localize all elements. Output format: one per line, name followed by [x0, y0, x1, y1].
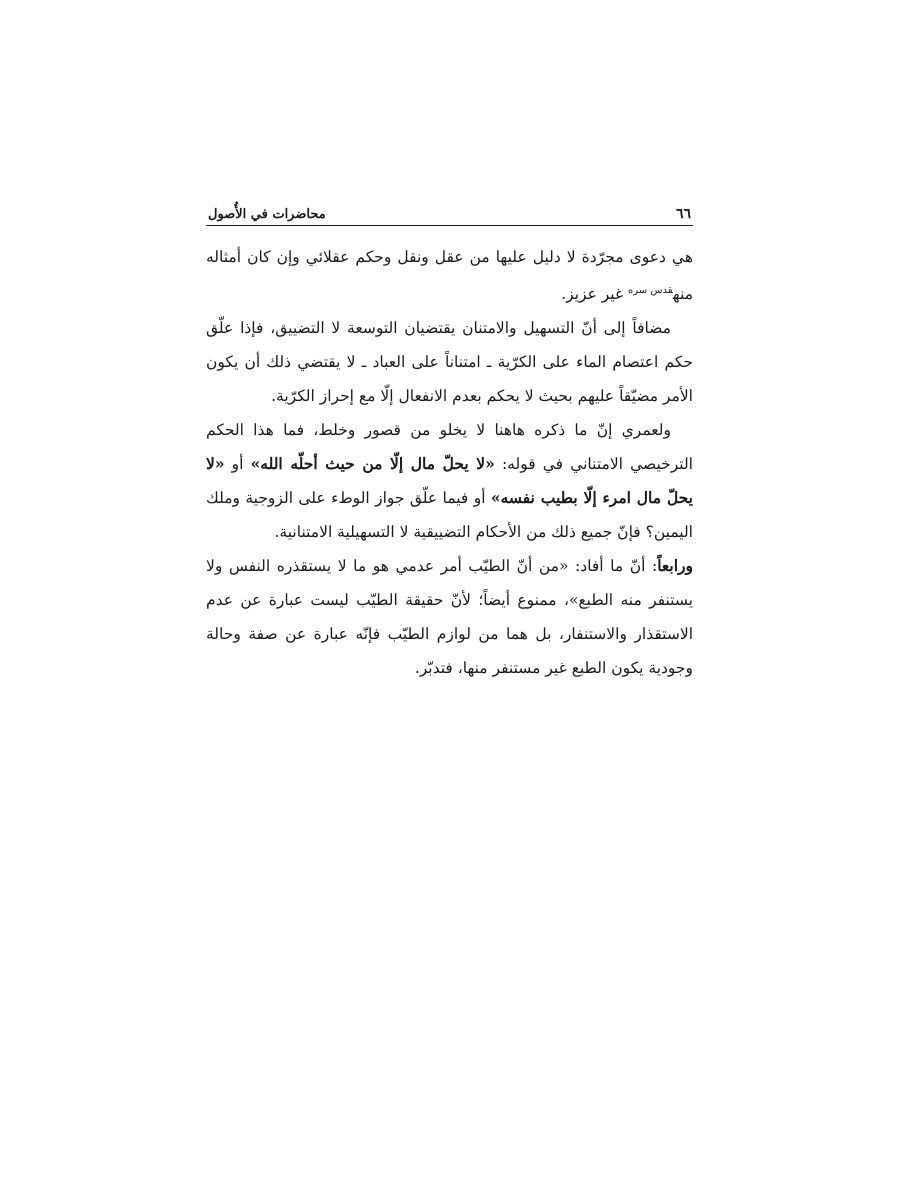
paragraph-1-text: هي دعوى مجرّدة لا دليل عليها من عقل ونقل وحكم عقلائي وإن كان أمثاله منه: [206, 248, 693, 304]
honorific-mark: قدس سره: [628, 285, 673, 296]
book-page: [206, 198, 693, 685]
paragraph-3-part-3: أو فيما علّق جواز الوطء على الزوجية وملك اليمين؟ فإنّ جميع ذلك من الأحكام التضييقية لا التسهيلية الامتنانية.: [206, 489, 693, 542]
running-head: [206, 198, 693, 225]
paragraph-1-tail: غير عزيز.: [561, 285, 629, 304]
page-number: ٦٦: [675, 206, 691, 222]
paragraph-1: [206, 240, 693, 311]
hadith-quote-1: «لا يحلّ مال إلّا من حيث أحلّه الله»: [250, 454, 495, 474]
paragraph-3-part-2: أو: [224, 455, 251, 474]
header-rule: [206, 225, 693, 226]
book-title: محاضرات في الأُصول: [208, 207, 326, 222]
paragraph-2: مضافاً إلى أنّ التسهيل والامتنان يقتضيان التوسعة لا التضييق، فإذا علّق حكم اعتصام الماء على الكرّية ـ امتناناً على العباد ـ لا يقتضي ذلك أن يكون الأمر مضيّقاً عليهم بحيث لا يحكم بعدم الانفعال إلّا مع إحراز الكرّية.: [206, 319, 693, 406]
body-text: [206, 240, 693, 685]
paragraph-4-lead: ورابعاً: [657, 556, 693, 576]
paragraph-3-part-1: ولعمري إنّ ما ذكره هاهنا لا يخلو من قصور وخلط، فما هذا الحكم الترخيصي الامتناني في قوله:: [206, 421, 693, 474]
hadith-quote-2: «لا يحلّ مال امرء إلّا بطيب نفسه»: [206, 454, 693, 508]
paragraph-4: [206, 549, 693, 685]
paragraph-3: [206, 413, 693, 549]
paragraph-4-text: : أنّ ما أفاد: «من أنّ الطيّب أمر عدمي هو ما لا يستقذره النفس ولا يستنفر منه الطبع»، ممنوع أيضاً؛ لأنّ حقيقة الطيّب ليست عبارة عن عدم الاستقذار والاستنفار، بل هما من لوازم الطيّب فإنّه عبارة عن صفة وحالة وجودية يكون الطبع غير مستنفر منها، فتدبّر.: [206, 557, 693, 678]
